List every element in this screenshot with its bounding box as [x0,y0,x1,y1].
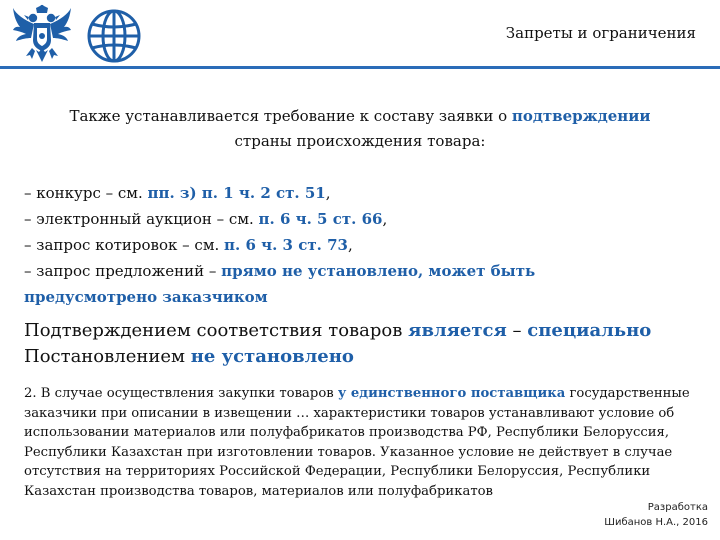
confirm-text-3: Постановлением [24,346,191,367]
list-item-reference: прямо не установлено, может быть [221,262,536,280]
confirm-highlight-2: специально [527,320,652,341]
globe-icon [86,8,142,64]
list-item-reference: п. 6 ч. 5 ст. 66 [258,210,383,228]
list-item-prefix: – конкурс – см. [24,184,148,202]
para2-text-end: государственные заказчики при описании в извещении … характеристики товаров устанавливают условие об использовании материалов или полуфабрикатов производства РФ, Республики Белоруссия, Республики Казахстан при изготовлении товаров. Указанное условие не действует в случае отсутствия на территориях Российской Федерации, Республики Белоруссия, Республики Казахстан производства товаров, материалов или полуфабрикатов [24,386,690,499]
list-item-prefix: – запрос предложений – [24,262,222,280]
list-item-reference: п. 6 ч. 3 ст. 73 [224,236,348,254]
list-item [24,180,704,206]
intro-highlight: подтверждении [511,107,651,125]
list-item-suffix: , [382,210,388,228]
single-supplier-paragraph [24,384,714,501]
list-item-reference: предусмотрено заказчиком [24,288,268,306]
confirm-highlight-3: не установлено [190,346,354,367]
confirm-highlight-1: является [408,320,507,341]
para2-highlight: у единственного поставщика [337,386,566,401]
list-item-prefix: – запрос котировок – см. [24,236,225,254]
intro-text-end: страны происхождения товара: [234,132,486,150]
list-item-suffix: , [347,236,353,254]
author-credit [604,500,708,530]
list-item [24,284,704,310]
list-item-prefix: – электронный аукцион – см. [24,210,259,228]
intro-text-start: Также устанавливается требование к составу заявки о [69,107,512,125]
list-item [24,258,704,284]
confirm-text-1: Подтверждением соответствия товаров [24,320,409,341]
coat-of-arms-emblem-icon [10,4,74,68]
list-item-suffix: , [325,184,331,202]
intro-paragraph [40,104,680,154]
author-label: Разработка [647,502,708,513]
procedure-list [24,180,704,310]
header [0,0,720,68]
page-title: Запреты и ограничения [505,24,696,42]
confirmation-statement [24,318,704,370]
para2-text-start: 2. В случае осуществления закупки товаров [24,386,338,401]
header-divider [0,66,720,69]
confirm-text-2: – [506,320,528,341]
list-item-reference: пп. з) п. 1 ч. 2 ст. 51 [147,184,326,202]
list-item [24,232,704,258]
list-item [24,206,704,232]
author-name: Шибанов Н.А., 2016 [604,517,708,528]
